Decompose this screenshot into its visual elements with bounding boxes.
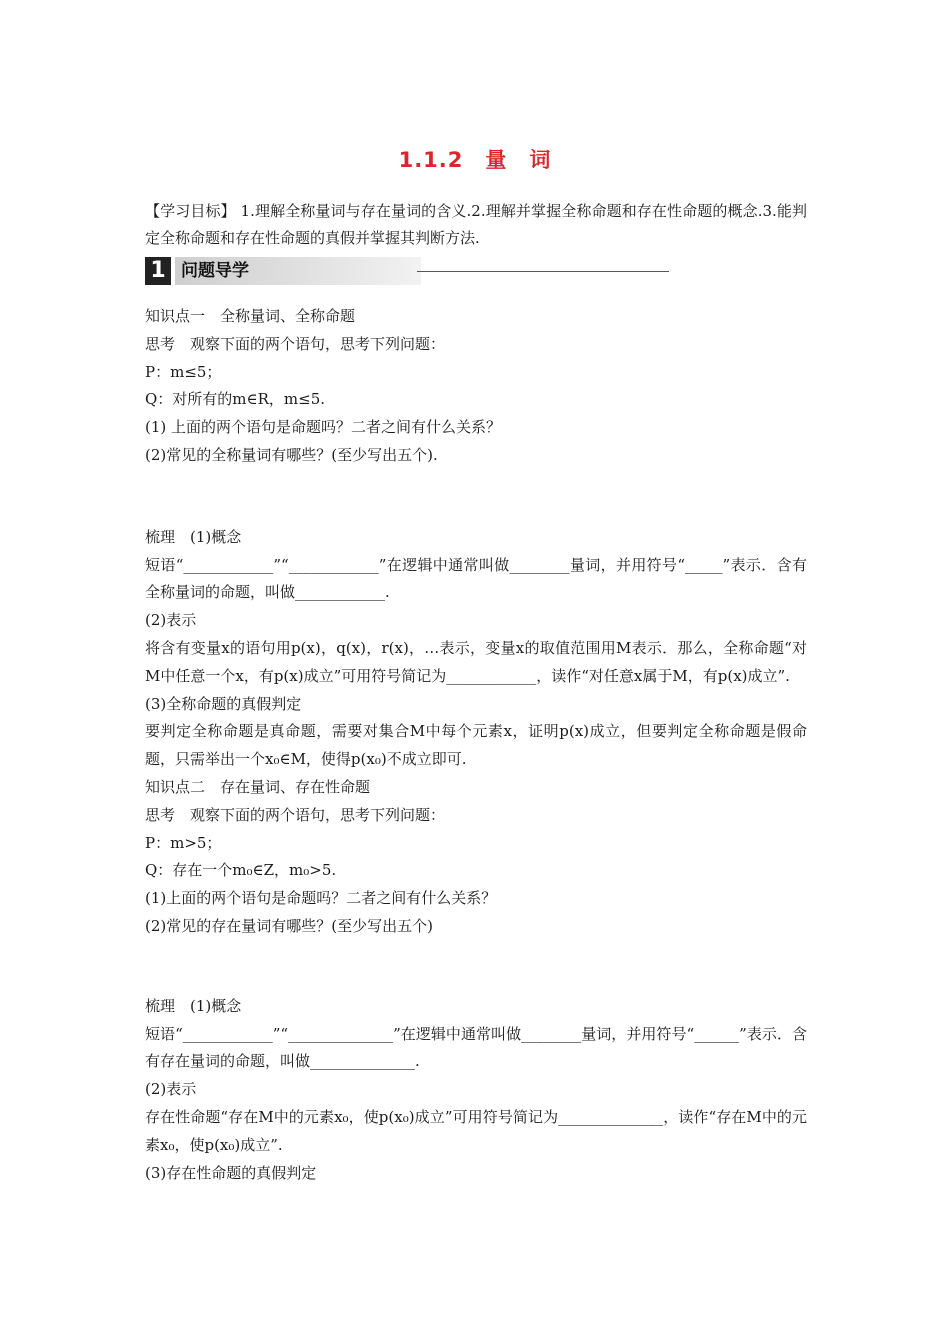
summary-1-representation-heading: (2)表示: [145, 611, 197, 630]
objective-tag: 【学习目标】: [145, 202, 236, 220]
statement-q-2: Q：存在一个m₀∈Z，m₀>5.: [145, 861, 337, 880]
learning-objective: [145, 198, 807, 252]
question-2-2: (2)常见的存在量词有哪些？(至少写出五个): [145, 916, 433, 935]
question-2-1: (1)上面的两个语句是命题吗？二者之间有什么关系？: [145, 889, 497, 908]
knowledge-point-2-heading: 知识点二 存在量词、存在性命题: [145, 777, 371, 796]
statement-p-1: P：m≤5；: [145, 362, 222, 381]
summary-1-representation: 将含有变量x的语句用p(x)，q(x)，r(x)，…表示，变量x的取值范围用M表示．那么，全称命题“对M中任意一个x，有p(x)成立”可用符号简记为____________，读作“对任意x属于M，有p(x)成立”.: [145, 638, 807, 685]
summary-1-heading: 梳理 (1)概念: [145, 527, 242, 546]
section-label: 问题导学: [175, 257, 421, 285]
question-1-1: (1) 上面的两个语句是命题吗？二者之间有什么关系？: [145, 418, 502, 437]
summary-1-truth-heading: (3)全称命题的真假判定: [145, 694, 302, 713]
statement-q-1: Q：对所有的m∈R，m≤5.: [145, 390, 326, 409]
summary-1-concept: 短语“____________”“____________”在逻辑中通常叫做________量词，并用符号“_____”表示．含有全称量词的命题，叫做____________.: [145, 555, 807, 602]
section-rule: [417, 271, 669, 272]
knowledge-point-1-heading: 知识点一 全称量词、全称命题: [145, 307, 356, 325]
question-1-2: (2)常见的全称量词有哪些？(至少写出五个).: [145, 445, 438, 464]
think-1: 思考 观察下面的两个语句，思考下列问题：: [145, 334, 446, 353]
document-body: [145, 303, 807, 1187]
answer-space-2: [145, 941, 807, 993]
summary-2-representation: 存在性命题“存在M中的元素x₀，使p(x₀)成立”可用符号简记为______________，读作“存在M中的元素x₀，使p(x₀)成立”.: [145, 1107, 807, 1154]
statement-p-2: P：m>5；: [145, 833, 222, 852]
section-number: 1: [145, 257, 171, 285]
section-banner: [145, 257, 525, 285]
summary-1-truth: 要判定全称命题是真命题，需要对集合M中每个元素x，证明p(x)成立，但要判定全称命题是假命题，只需举出一个x₀∈M，使得p(x₀)不成立即可.: [145, 722, 807, 769]
summary-2-representation-heading: (2)表示: [145, 1080, 197, 1099]
summary-2-heading: 梳理 (1)概念: [145, 996, 242, 1015]
think-2: 思考 观察下面的两个语句，思考下列问题：: [145, 805, 446, 824]
summary-2-truth-heading: (3)存在性命题的真假判定: [145, 1163, 317, 1182]
summary-2-concept: 短语“____________”“______________”在逻辑中通常叫做________量词，并用符号“______”表示．含有存在量词的命题，叫做______________.: [145, 1024, 807, 1071]
page-title: 1.1.2 量 词: [398, 148, 552, 172]
objective-text: 1.理解全称量词与存在量词的含义.2.理解并掌握全称命题和存在性命题的概念.3.能判定全称命题和存在性命题的真假并掌握其判断方法.: [145, 202, 807, 247]
answer-space-1: [145, 470, 807, 524]
